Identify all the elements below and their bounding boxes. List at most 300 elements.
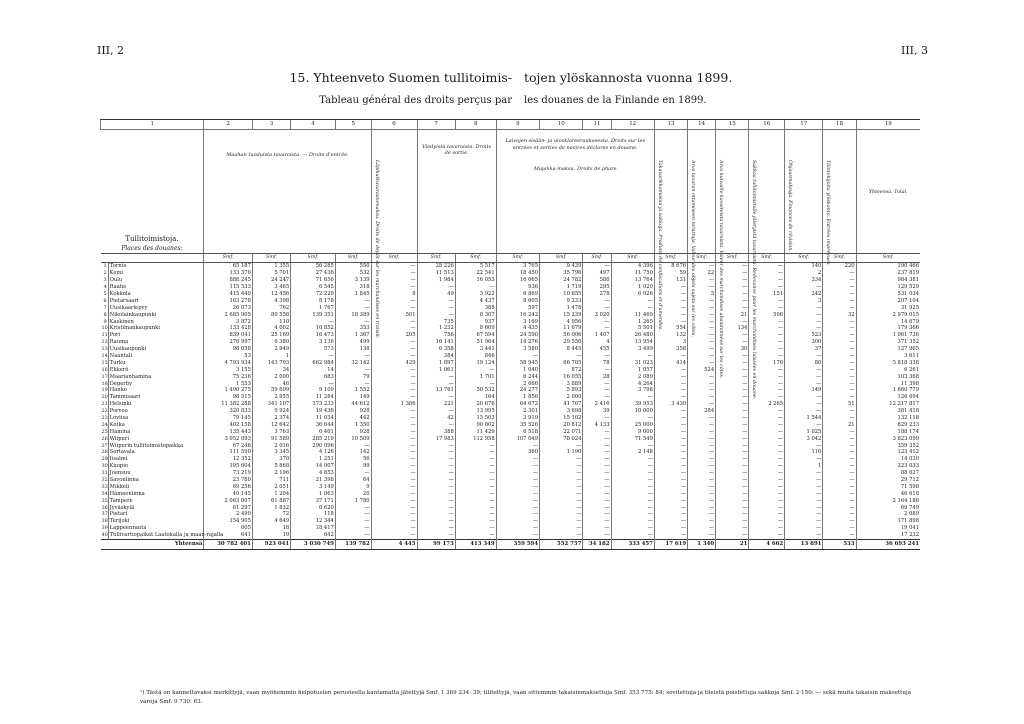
table-cell: —	[540, 484, 583, 491]
left-page-number: III, 2	[97, 44, 125, 57]
table-cell: —	[688, 332, 716, 339]
table-cell: 2 301	[496, 408, 539, 415]
places-header	[101, 130, 204, 254]
total-cell: 13 891	[785, 539, 823, 549]
unit-label: Smf.	[749, 254, 785, 263]
row-index: 21	[101, 401, 108, 408]
table-cell: 2 016	[252, 442, 290, 449]
table-cell: —	[749, 394, 785, 401]
table-cell: 71 549	[611, 435, 654, 442]
table-cell: 2 063 007	[204, 497, 253, 504]
table-cell: 1 204	[252, 490, 290, 497]
table-cell: 3 149	[291, 484, 336, 491]
table-cell: —	[335, 532, 371, 539]
row-index: 31	[101, 470, 108, 477]
table-cell: 2 265	[749, 401, 785, 408]
col-head: Läpikulkuvarastomaksu. Droits de dépôt sur les marchandises en transit.	[373, 160, 379, 339]
table-cell: 276 997	[204, 339, 253, 346]
table-cell: —	[749, 332, 785, 339]
row-index: 26	[101, 435, 108, 442]
table-cell: —	[716, 291, 749, 298]
table-cell: 320 833	[204, 408, 253, 415]
col-head: Tilintekijoita ylöskanto. Entrées imprévues.	[825, 160, 831, 266]
table-cell: 872	[540, 366, 583, 373]
table-cell: —	[611, 470, 654, 477]
table-cell: —	[823, 518, 856, 525]
table-cell: —	[583, 394, 611, 401]
table-cell: 46	[252, 380, 290, 387]
lighthouse-group-label: Majakka-maksu. Droits de phare	[533, 166, 617, 172]
table-cell: 78	[583, 359, 611, 366]
table-cell: 5 818 338	[856, 359, 920, 366]
table-cell: 1 490 275	[204, 387, 253, 394]
row-index: 16	[101, 366, 108, 373]
table-row	[101, 415, 921, 422]
table-cell: 3 765	[496, 263, 539, 270]
table-cell: —	[371, 518, 417, 525]
table-cell: —	[749, 421, 785, 428]
unit-label: Smf.	[583, 254, 611, 263]
table-cell: —	[371, 449, 417, 456]
place-name: Maarianhamina	[108, 373, 204, 380]
col-number: 4	[291, 120, 336, 130]
table-cell: 28 226	[417, 263, 455, 270]
table-cell: 3	[785, 297, 823, 304]
place-name: Kuopio	[108, 463, 204, 470]
table-cell: —	[371, 366, 417, 373]
table-cell: —	[785, 318, 823, 325]
table-cell: 10 509	[335, 435, 371, 442]
table-row	[101, 442, 921, 449]
table-cell: —	[716, 284, 749, 291]
place-name: Pietarsaari	[108, 297, 204, 304]
total-cell: 139 782	[335, 539, 371, 549]
col-head: Ohjausmaksuja. Finances de révision.	[787, 160, 793, 252]
table-row	[101, 373, 921, 380]
table-cell: —	[688, 497, 716, 504]
table-cell: —	[611, 511, 654, 518]
table-cell: —	[688, 428, 716, 435]
place-name: Joensuu	[108, 470, 204, 477]
table-cell: —	[749, 456, 785, 463]
table-cell: 1 265	[611, 318, 654, 325]
table-cell: 8 307	[455, 311, 496, 318]
table-cell: 278	[583, 291, 611, 298]
total-label: Yhteensä	[101, 539, 204, 549]
table-cell: 2 949	[252, 346, 290, 353]
table-cell: —	[716, 511, 749, 518]
table-cell: 22	[688, 270, 716, 277]
col-number: 11	[583, 120, 611, 130]
table-cell: 67 594	[455, 332, 496, 339]
table-cell: —	[654, 518, 687, 525]
table-cell: 9	[371, 291, 417, 298]
table-cell: —	[823, 304, 856, 311]
table-cell: 15 503	[455, 415, 496, 422]
unit-label: Smf.	[455, 254, 496, 263]
table-cell: —	[455, 284, 496, 291]
table-cell: —	[583, 463, 611, 470]
table-cell: —	[716, 504, 749, 511]
table-cell: —	[716, 366, 749, 373]
table-cell: 44 612	[335, 401, 371, 408]
table-cell: 24 590	[496, 332, 539, 339]
col-number: 9	[496, 120, 539, 130]
table-cell: —	[654, 366, 687, 373]
table-cell: 132 118	[856, 415, 920, 422]
table-cell: 2 196	[252, 470, 290, 477]
table-cell: 4 793 934	[204, 359, 253, 366]
table-cell: —	[583, 318, 611, 325]
table-row	[101, 525, 921, 532]
table-cell: 220	[823, 263, 856, 270]
table-cell: —	[335, 518, 371, 525]
table-cell: 139 351	[291, 311, 336, 318]
table-cell: —	[335, 380, 371, 387]
table-cell: 23 780	[204, 477, 253, 484]
table-cell: —	[785, 284, 823, 291]
table-cell: —	[371, 525, 417, 532]
table-cell: —	[716, 532, 749, 539]
col-number: 19	[856, 120, 920, 130]
table-cell: —	[496, 470, 539, 477]
table-cell: 30	[716, 346, 749, 353]
table-cell: 3 763	[252, 428, 290, 435]
table-cell: —	[823, 291, 856, 298]
table-cell: 2 051	[252, 484, 290, 491]
table-cell: —	[371, 277, 417, 284]
table-cell: 442	[335, 415, 371, 422]
table-cell: 22 541	[455, 270, 496, 277]
table-row	[101, 504, 921, 511]
table-cell: —	[417, 394, 455, 401]
table-cell: —	[654, 484, 687, 491]
row-index: 24	[101, 421, 108, 428]
table-row	[101, 297, 921, 304]
row-index: 6	[103, 297, 107, 304]
right-page-number: III, 3	[900, 44, 928, 57]
table-cell: 8 676	[654, 263, 687, 270]
table-cell: 11 469	[611, 311, 654, 318]
table-cell: —	[371, 435, 417, 442]
table-cell: 36 644	[291, 421, 336, 428]
row-index: 38	[101, 518, 108, 525]
unit-label: Smf.	[611, 254, 654, 263]
table-cell: 359 352	[856, 442, 920, 449]
table-cell: —	[335, 366, 371, 373]
table-cell: 6 869	[496, 291, 539, 298]
table-cell: —	[455, 497, 496, 504]
table-cell: —	[688, 297, 716, 304]
col-number: 15	[716, 120, 749, 130]
table-cell: 37	[785, 346, 823, 353]
table-cell: 285 219	[291, 435, 336, 442]
table-cell: —	[371, 477, 417, 484]
row-index: 28	[101, 449, 108, 456]
table-cell: —	[654, 532, 687, 539]
table-cell: 80	[785, 359, 823, 366]
table-cell: —	[335, 297, 371, 304]
table-row	[101, 270, 921, 277]
table-row	[101, 318, 921, 325]
table-cell: 341 107	[252, 401, 290, 408]
table-cell: 66 705	[540, 359, 583, 366]
table-cell: —	[749, 497, 785, 504]
table-cell: —	[823, 366, 856, 373]
unit-label: Smf.	[371, 254, 417, 263]
table-cell: 98 058	[204, 346, 253, 353]
table-row	[101, 463, 921, 470]
table-cell: —	[716, 463, 749, 470]
table-cell: —	[749, 277, 785, 284]
table-cell: —	[540, 532, 583, 539]
row-index: 27	[101, 442, 108, 449]
table-cell: 1 355	[252, 263, 290, 270]
col-number: 14	[688, 120, 716, 130]
table-cell: 4 133	[583, 421, 611, 428]
table-cell: —	[335, 511, 371, 518]
table-cell: 573	[291, 346, 336, 353]
table-cell: —	[540, 470, 583, 477]
table-cell: —	[716, 477, 749, 484]
total-cell: 333 457	[611, 539, 654, 549]
table-cell: —	[371, 511, 417, 518]
table-cell: —	[371, 484, 417, 491]
table-cell: 176	[749, 359, 785, 366]
table-cell: —	[823, 339, 856, 346]
table-cell: 1	[252, 353, 290, 360]
table-cell: 3 499	[611, 346, 654, 353]
table-cell: 1 350	[335, 421, 371, 428]
table-cell: —	[417, 456, 455, 463]
table-cell: 14 276	[496, 339, 539, 346]
table-cell: 353	[335, 325, 371, 332]
table-cell: 12 456	[252, 291, 290, 298]
table-cell: 14	[291, 366, 336, 373]
table-cell: 21 398	[291, 477, 336, 484]
table-cell: —	[496, 504, 539, 511]
table-cell: 4 649	[252, 518, 290, 525]
subtitle-left: Tableau général des droits perçus par	[319, 95, 512, 106]
unit-label: Smf.	[716, 254, 749, 263]
table-cell: —	[823, 359, 856, 366]
table-cell: 20 676	[455, 401, 496, 408]
table-cell: —	[688, 415, 716, 422]
table-cell: —	[716, 456, 749, 463]
table-cell: 2 164 186	[856, 497, 920, 504]
table-cell: 8 178	[291, 297, 336, 304]
table-cell: 4 002	[252, 325, 290, 332]
table-cell: —	[583, 490, 611, 497]
table-cell: 13 995	[455, 408, 496, 415]
table-cell: 9 233	[540, 297, 583, 304]
table-cell: —	[688, 284, 716, 291]
table-cell: —	[785, 532, 823, 539]
place-name: Pori	[108, 332, 204, 339]
table-cell: 532	[335, 270, 371, 277]
table-cell: —	[540, 490, 583, 497]
table-cell: 18 417	[291, 525, 336, 532]
export-group-label: Viedyistä tavaroista. Droits de sortie.	[422, 144, 492, 157]
table-cell: —	[716, 449, 749, 456]
table-row	[101, 284, 921, 291]
row-index: 5	[103, 290, 107, 297]
table-cell: 9	[335, 484, 371, 491]
table-cell: —	[716, 442, 749, 449]
table-row	[101, 484, 921, 491]
table-cell: —	[371, 373, 417, 380]
table-cell: 3 698	[540, 408, 583, 415]
table-cell: 10 655	[540, 291, 583, 298]
table-cell: 3 052 093	[204, 435, 253, 442]
table-cell: 1 719	[540, 284, 583, 291]
table-cell: 140	[785, 263, 823, 270]
table-cell: —	[455, 463, 496, 470]
table-cell: —	[417, 518, 455, 525]
table-cell: —	[688, 490, 716, 497]
table-cell: —	[823, 387, 856, 394]
table-cell: —	[654, 408, 687, 415]
table-cell: —	[749, 470, 785, 477]
table-cell: 300	[785, 339, 823, 346]
table-cell: —	[823, 428, 856, 435]
col-number: 3	[252, 120, 290, 130]
table-cell: —	[823, 470, 856, 477]
total-cell: 21	[716, 539, 749, 549]
table-cell: —	[371, 284, 417, 291]
table-cell: 112 958	[455, 435, 496, 442]
table-cell: 205	[371, 332, 417, 339]
table-cell: 11 429	[455, 428, 496, 435]
col-head: Yhteensä. Total.	[868, 190, 908, 195]
table-cell: 756	[417, 332, 455, 339]
table-cell: 12 642	[252, 421, 290, 428]
table-cell: —	[688, 421, 716, 428]
col-head: Takavarikkomaksu ja sakkoja. Produits de confiscations et d'amendes.	[656, 160, 662, 331]
table-cell: 2 685 905	[204, 311, 253, 318]
total-cell: 3 030 749	[291, 539, 336, 549]
table-cell: —	[291, 318, 336, 325]
table-cell: 586	[583, 277, 611, 284]
table-cell: 73 219	[204, 470, 253, 477]
place-name: Ekkerö	[108, 366, 204, 373]
table-cell: —	[823, 297, 856, 304]
table-cell: —	[335, 304, 371, 311]
table-cell: —	[611, 525, 654, 532]
table-cell: 1 057	[611, 366, 654, 373]
table-cell: —	[654, 380, 687, 387]
table-cell: —	[455, 484, 496, 491]
table-cell: 1 845	[335, 291, 371, 298]
table-cell: 1 553	[204, 380, 253, 387]
table-cell: —	[455, 532, 496, 539]
table-cell: —	[716, 408, 749, 415]
table-cell: 32	[823, 311, 856, 318]
table-cell: 103 368	[856, 373, 920, 380]
table-cell: —	[496, 484, 539, 491]
table-cell: —	[785, 408, 823, 415]
table-cell: —	[371, 456, 417, 463]
table-cell: —	[583, 477, 611, 484]
table-cell: —	[785, 373, 823, 380]
table-cell: 10 852	[291, 325, 336, 332]
row-index: 30	[101, 463, 108, 470]
table-cell: 221	[417, 401, 455, 408]
table-cell: 1 020	[611, 284, 654, 291]
table-cell: 31 925	[856, 304, 920, 311]
table-cell: 56 285	[291, 263, 336, 270]
table-cell: 5 517	[455, 263, 496, 270]
table-cell: —	[688, 311, 716, 318]
table-row	[101, 518, 921, 525]
table-cell: 19	[252, 532, 290, 539]
table-cell: —	[417, 373, 455, 380]
table-cell: 388	[455, 304, 496, 311]
row-index: 11	[101, 332, 108, 339]
table-cell: 22 071	[540, 428, 583, 435]
table-cell: —	[371, 387, 417, 394]
unit-label: Smf.	[417, 254, 455, 263]
col-head: Arvo tavaran ottamiseen torattuja. Valeur des objets sujets sur les côtes.	[690, 160, 696, 337]
table-cell: 455	[583, 346, 611, 353]
table-cell: —	[371, 463, 417, 470]
table-cell: 25 169	[252, 332, 290, 339]
table-cell: 143 793	[252, 359, 290, 366]
ship-group-label: Laivojen sisään- ja ulosklareeraukseesta. Droits sur les entrées et sorties de navires déclarés en douane.	[505, 138, 646, 151]
table-cell: —	[583, 532, 611, 539]
table-row	[101, 346, 921, 353]
table-cell: 605	[204, 525, 253, 532]
table-cell: 11 679	[540, 325, 583, 332]
table-cell: 61 297	[204, 504, 253, 511]
table-cell: —	[688, 477, 716, 484]
table-cell: —	[688, 456, 716, 463]
table-cell: 72 229	[291, 291, 336, 298]
table-cell: —	[540, 518, 583, 525]
table-cell: —	[583, 504, 611, 511]
places-header-fr: Places des douanes:	[121, 245, 183, 252]
table-cell: 3 889	[540, 380, 583, 387]
table-cell: —	[749, 380, 785, 387]
table-cell: 3 136	[291, 339, 336, 346]
table-cell: 14 007	[291, 463, 336, 470]
table-cell: —	[611, 297, 654, 304]
table-cell: 8 445	[540, 346, 583, 353]
table-cell: —	[371, 428, 417, 435]
table-cell: 662 984	[291, 359, 336, 366]
table-cell: —	[785, 380, 823, 387]
place-name: Loviisa	[108, 415, 204, 422]
table-cell: —	[823, 284, 856, 291]
table-cell: 506	[749, 311, 785, 318]
table-cell: 9 439	[540, 263, 583, 270]
table-cell: —	[496, 490, 539, 497]
table-cell: —	[785, 353, 823, 360]
total-cell: 552 757	[540, 539, 583, 549]
row-index: 37	[101, 511, 108, 518]
table-cell: —	[417, 532, 455, 539]
title-left: 15. Yhteenveto Suomen tullitoimis-	[289, 70, 512, 85]
place-name: Mikkeli	[108, 484, 204, 491]
table-cell: 358	[654, 346, 687, 353]
col-number: 7	[417, 120, 455, 130]
table-cell: 1 386	[371, 401, 417, 408]
table-cell: 242	[785, 291, 823, 298]
table-cell: 18 450	[496, 270, 539, 277]
table-cell: 16 055	[540, 373, 583, 380]
table-cell: 1 025	[785, 428, 823, 435]
table-cell: —	[823, 408, 856, 415]
